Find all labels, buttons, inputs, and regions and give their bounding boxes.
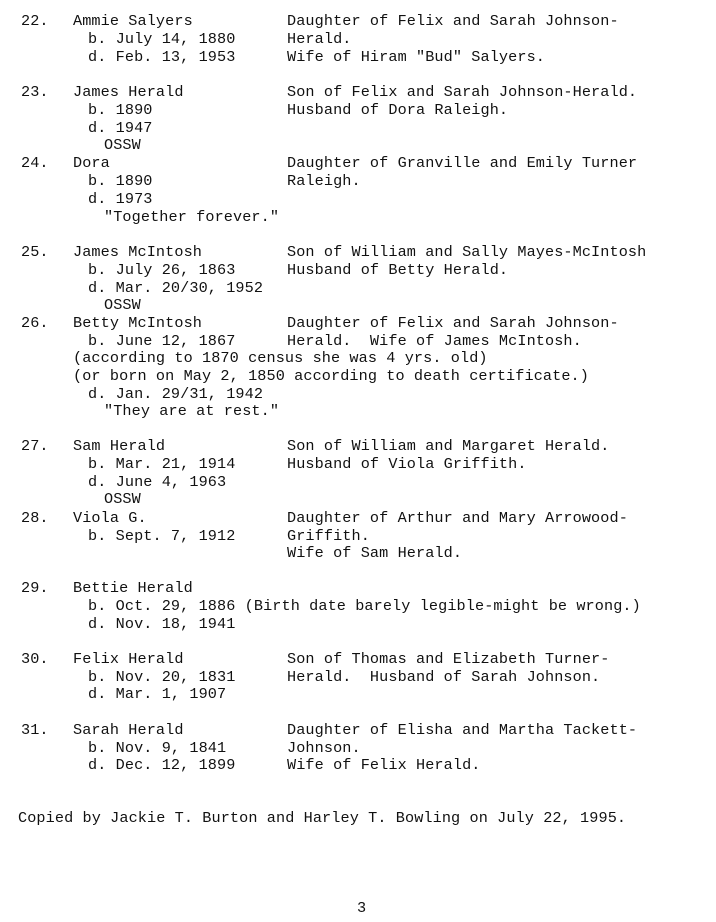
epitaph: "They are at rest." bbox=[104, 402, 280, 420]
death-date: d. June 4, 1963 bbox=[88, 473, 227, 491]
copied-by-credit: Copied by Jackie T. Burton and Harley T. Bowling on July 22, 1995. bbox=[18, 809, 627, 827]
relation-text: Wife of Sam Herald. bbox=[287, 544, 463, 562]
birth-date: b. Oct. 29, 1886 (Birth date barely legible-might be wrong.) bbox=[88, 597, 641, 615]
census-note: (according to 1870 census she was 4 yrs. old) bbox=[73, 349, 488, 367]
marker-note: OSSW bbox=[104, 136, 141, 154]
death-date: d. 1973 bbox=[88, 190, 153, 208]
relation-text: Daughter of Granville and Emily Turner bbox=[287, 154, 638, 172]
marker-note: OSSW bbox=[104, 490, 141, 508]
birth-date: b. July 26, 1863 bbox=[88, 261, 236, 279]
birth-date: b. 1890 bbox=[88, 101, 153, 119]
birth-date: b. Nov. 9, 1841 bbox=[88, 739, 227, 757]
relation-text: Daughter of Felix and Sarah Johnson- bbox=[287, 12, 619, 30]
marker-note: OSSW bbox=[104, 296, 141, 314]
epitaph: "Together forever." bbox=[104, 208, 280, 226]
entry-name: James McIntosh bbox=[73, 243, 202, 261]
relation-text: Son of Felix and Sarah Johnson-Herald. bbox=[287, 83, 638, 101]
entry-number: 31. bbox=[21, 721, 49, 739]
death-date: d. Nov. 18, 1941 bbox=[88, 615, 236, 633]
entry-number: 26. bbox=[21, 314, 49, 332]
relation-text: Griffith. bbox=[287, 527, 370, 545]
relation-text: Raleigh. bbox=[287, 172, 361, 190]
relation-text: Daughter of Felix and Sarah Johnson- bbox=[287, 314, 619, 332]
relation-text: Son of William and Sally Mayes-McIntosh bbox=[287, 243, 647, 261]
relation-text: Husband of Viola Griffith. bbox=[287, 455, 527, 473]
entry-number: 29. bbox=[21, 579, 49, 597]
birth-date: b. 1890 bbox=[88, 172, 153, 190]
entry-number: 28. bbox=[21, 509, 49, 527]
entry-name: Sam Herald bbox=[73, 437, 166, 455]
entry-name: Bettie Herald bbox=[73, 579, 193, 597]
birth-date: b. Nov. 20, 1831 bbox=[88, 668, 236, 686]
birth-date: b. June 12, 1867 bbox=[88, 332, 236, 350]
entry-name: James Herald bbox=[73, 83, 184, 101]
entry-number: 24. bbox=[21, 154, 49, 172]
birth-date: b. Mar. 21, 1914 bbox=[88, 455, 236, 473]
entry-name: Sarah Herald bbox=[73, 721, 184, 739]
relation-text: Johnson. bbox=[287, 739, 361, 757]
relation-text: Daughter of Elisha and Martha Tackett- bbox=[287, 721, 638, 739]
entry-number: 27. bbox=[21, 437, 49, 455]
entry-number: 30. bbox=[21, 650, 49, 668]
relation-text: Son of William and Margaret Herald. bbox=[287, 437, 610, 455]
relation-text: Wife of Felix Herald. bbox=[287, 756, 481, 774]
relation-text: Husband of Betty Herald. bbox=[287, 261, 509, 279]
relation-text: Herald. bbox=[287, 30, 352, 48]
entry-number: 25. bbox=[21, 243, 49, 261]
entry-name: Felix Herald bbox=[73, 650, 184, 668]
entry-name: Betty McIntosh bbox=[73, 314, 202, 332]
birth-date: b. July 14, 1880 bbox=[88, 30, 236, 48]
death-date: d. Dec. 12, 1899 bbox=[88, 756, 236, 774]
entry-number: 22. bbox=[21, 12, 49, 30]
relation-text: Herald. Wife of James McIntosh. bbox=[287, 332, 582, 350]
death-date: d. Feb. 13, 1953 bbox=[88, 48, 236, 66]
death-date: d. Mar. 1, 1907 bbox=[88, 685, 227, 703]
death-date: d. Mar. 20/30, 1952 bbox=[88, 279, 264, 297]
relation-text: Husband of Dora Raleigh. bbox=[287, 101, 509, 119]
entry-name: Viola G. bbox=[73, 509, 147, 527]
relation-text: Herald. Husband of Sarah Johnson. bbox=[287, 668, 601, 686]
death-date: d. 1947 bbox=[88, 119, 153, 137]
relation-text: Daughter of Arthur and Mary Arrowood- bbox=[287, 509, 628, 527]
entry-number: 23. bbox=[21, 83, 49, 101]
page-number: 3 bbox=[357, 899, 367, 917]
certificate-note: (or born on May 2, 1850 according to death certificate.) bbox=[73, 367, 589, 385]
relation-text: Son of Thomas and Elizabeth Turner- bbox=[287, 650, 610, 668]
entry-name: Ammie Salyers bbox=[73, 12, 193, 30]
death-date: d. Jan. 29/31, 1942 bbox=[88, 385, 264, 403]
birth-date: b. Sept. 7, 1912 bbox=[88, 527, 236, 545]
entry-name: Dora bbox=[73, 154, 110, 172]
relation-text: Wife of Hiram "Bud" Salyers. bbox=[287, 48, 545, 66]
